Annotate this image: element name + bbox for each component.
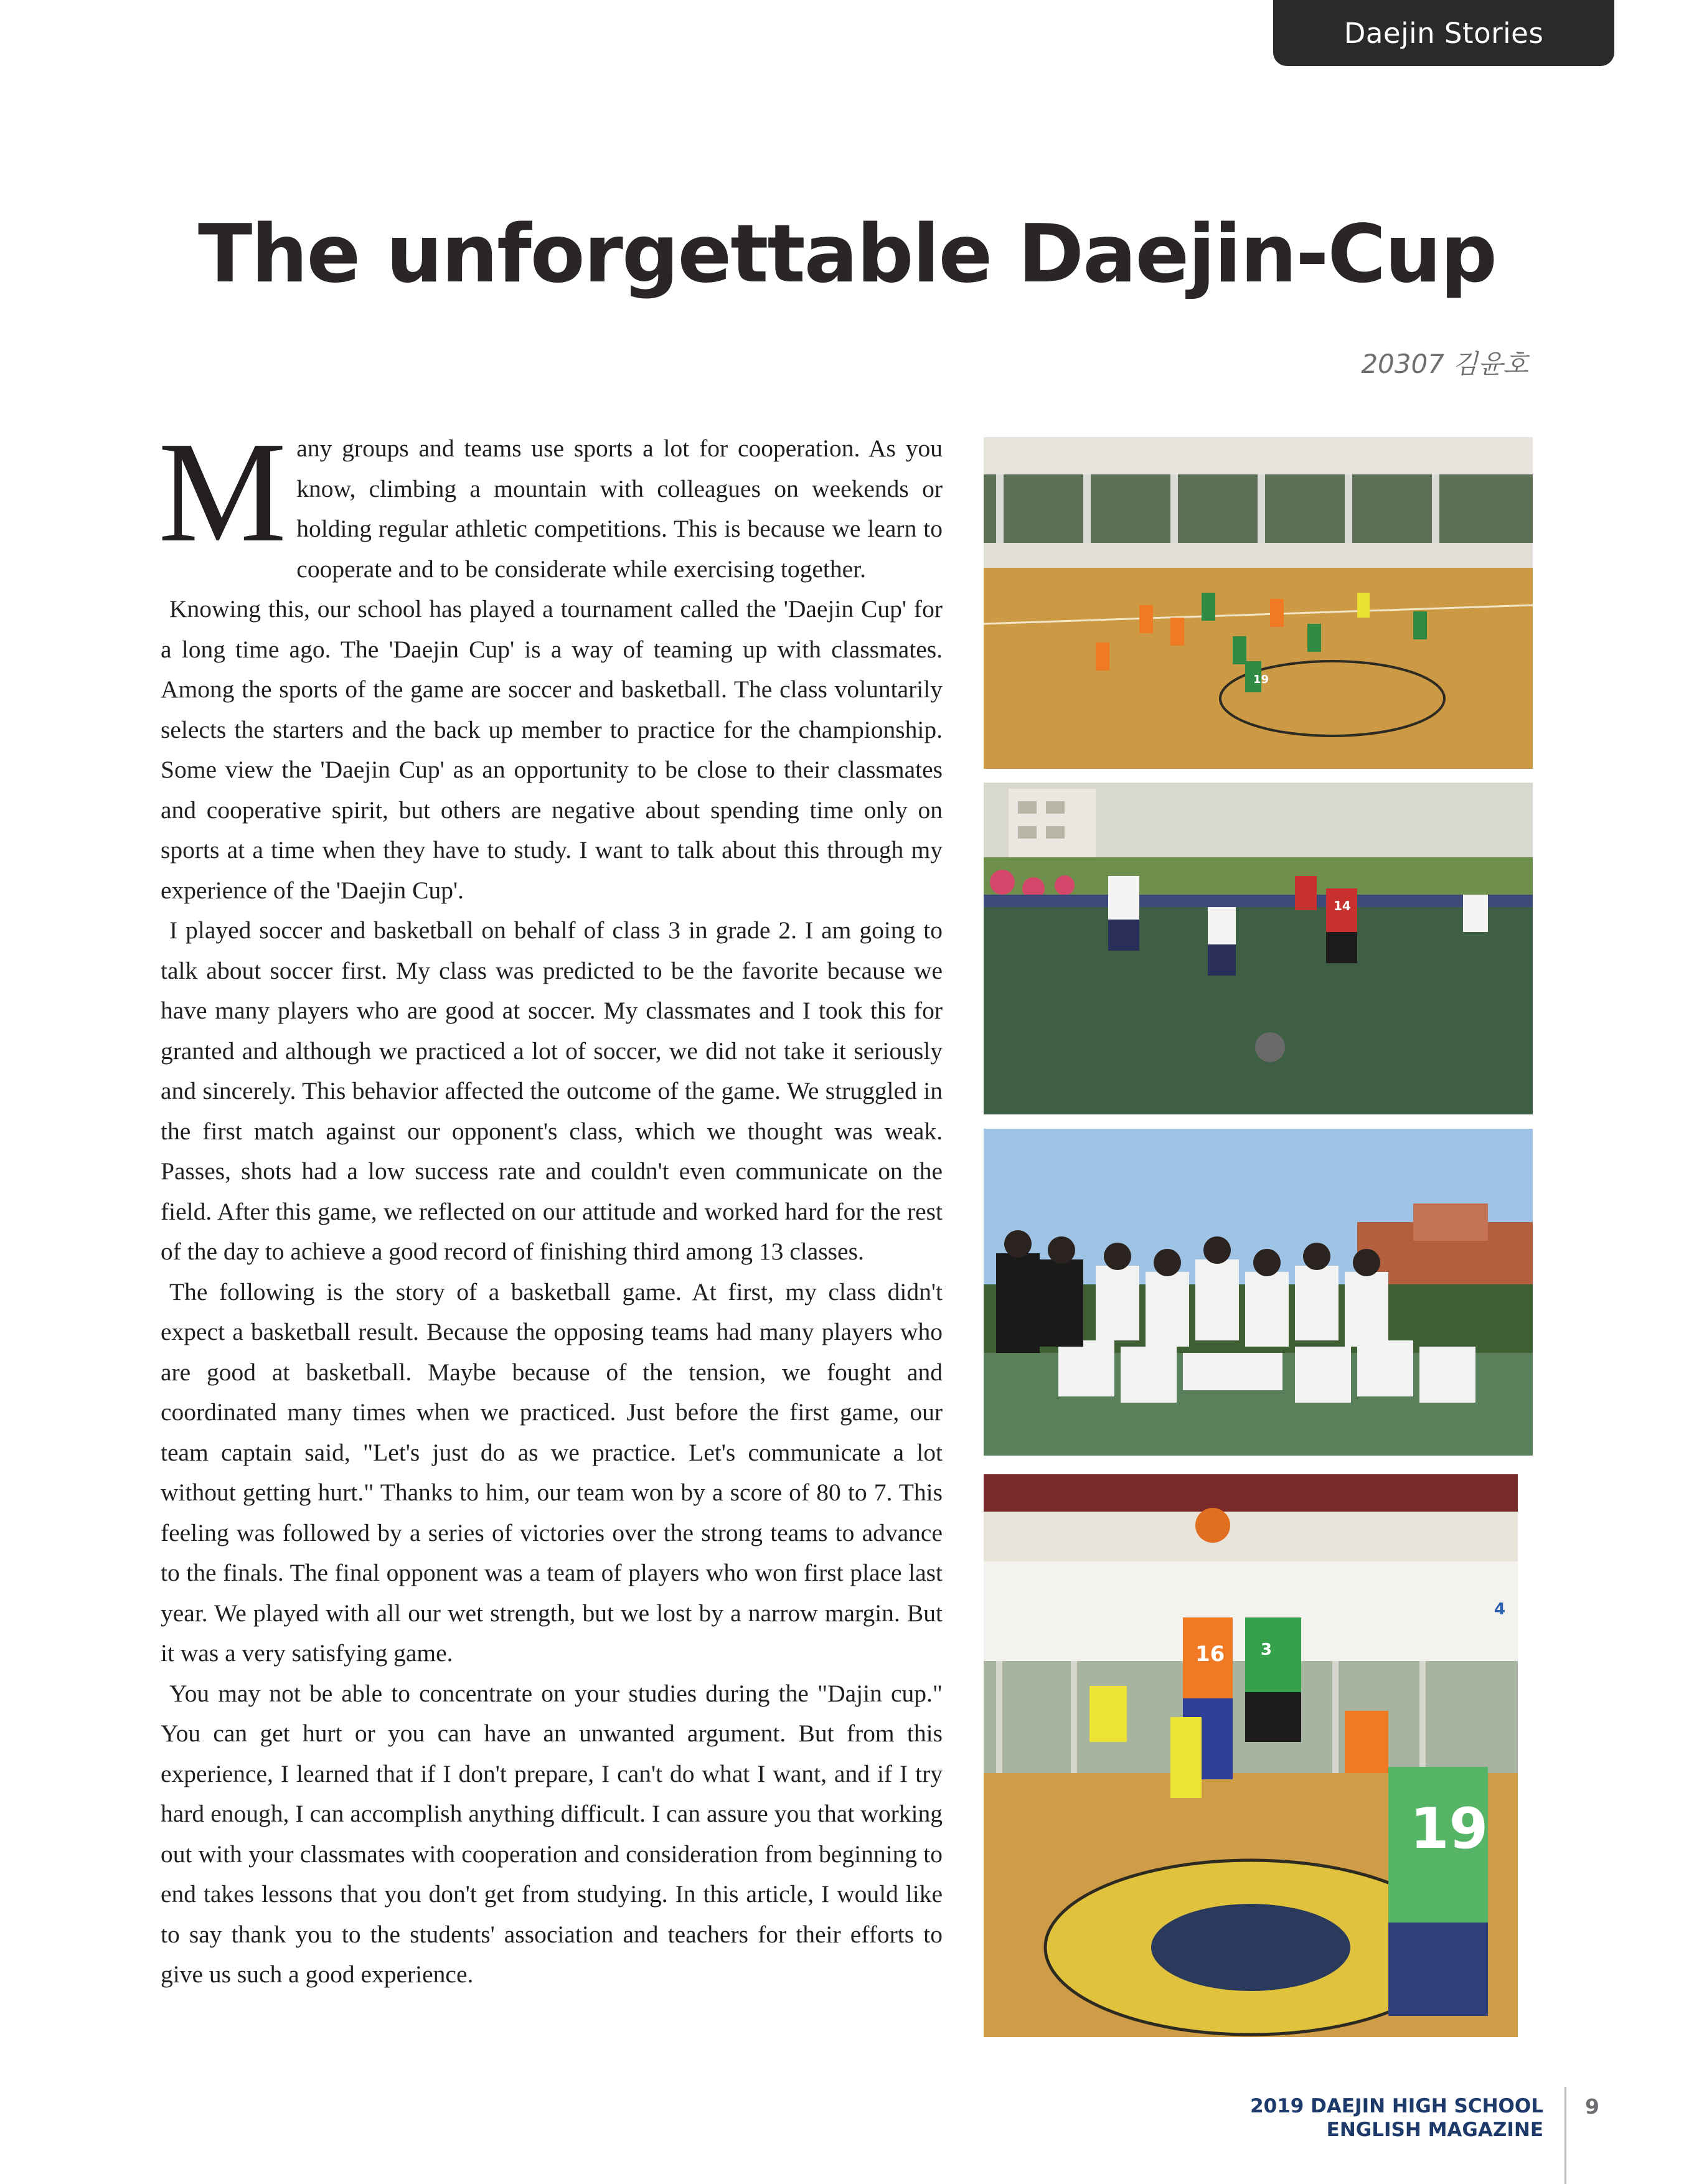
section-tab: Daejin Stories — [1273, 0, 1614, 66]
page-number: 9 — [1585, 2094, 1599, 2119]
jersey-number: 3 — [1261, 1640, 1273, 1659]
scoreboard-number: 4 — [1494, 1600, 1506, 1619]
footer-line-1: 2019 DAEJIN HIGH SCHOOL — [1250, 2095, 1543, 2117]
photo-basketball-jumpball — [984, 1474, 1518, 2037]
jersey-number: 19 — [1410, 1796, 1489, 1862]
jersey-number: 16 — [1195, 1642, 1225, 1667]
article-body — [158, 412, 943, 1995]
photo-gym-futsal — [984, 437, 1533, 769]
article-paragraph: Knowing this, our school has played a tournament called the 'Daejin Cup' for a long time ago. The 'Daejin Cup' is a way of teaming up with classmates. Among the sports of the game are soccer and basketball. The class voluntarily selects the starters and the back up member to practice for the championship. Some view the 'Daejin Cup' as an opportunity to be close to their classmates and cooperative spirit, but others are negative about spending time only on sports at a time when they have to study. I want to talk about this through my experience of the 'Daejin Cup'. — [161, 595, 943, 904]
article-paragraph: The following is the story of a basketball game. At first, my class didn't expect a basketball result. Because the opposing teams had many players who are good at basketball. Maybe because of the tension, we fought and coordinated many times when we practiced. Just before the first game, our team captain said, "Let's just do as we practice. Let's communicate a lot without getting hurt." Thanks to him, our team won by a score of 80 to 7. This feeling was followed by a series of victories over the strong teams to advance to the finals. The final opponent was a team of players who won first place last year. We played with all our wet strength, but we lost by a narrow margin. But it was a very satisfying game. — [161, 1278, 943, 1667]
footer-line-2: ENGLISH MAGAZINE — [1326, 2119, 1543, 2141]
article-paragraph: Many groups and teams use sports a lot for cooperation. As you know, climbing a mountain with colleagues on weekends or holding regular athletic competitions. This is because we learn to cooperate and to be considerate while exercising together. — [158, 412, 943, 583]
jersey-number: 14 — [1334, 898, 1351, 913]
footer-divider — [1565, 2087, 1566, 2184]
magazine-footer — [1170, 2094, 1543, 2142]
article-paragraph: I played soccer and basketball on behalf of class 3 in grade 2. I am going to talk about soccer first. My class was predicted to be the favorite because we have many players who are good at soccer. My classmates and I took this for granted and although we practiced a lot of soccer, we did not take it seriously and sincerely. This behavior affected the outcome of the game. We struggled in the first match against our opponent's class, which we thought was weak. Passes, shots had a low success rate and couldn't even communicate on the field. After this game, we reflected on our attitude and worked hard for the rest of the day to achieve a good record of finishing third among 13 classes. — [161, 916, 943, 1265]
jersey-number: 19 — [1253, 673, 1269, 686]
photo-team-group — [984, 1129, 1533, 1456]
drop-cap: M — [158, 412, 287, 572]
article-title: The unforgettable Daejin-Cup — [198, 208, 1496, 301]
photo-outdoor-soccer — [984, 783, 1533, 1114]
author-byline: 20307 김윤호 — [1361, 349, 1528, 379]
article-paragraph: You may not be able to concentrate on your studies during the "Dajin cup." You can get hurt or you can have an unwanted argument. But from this experience, I learned that if I don't prepare, I can't do what I want, and if I try hard enough, I can accomplish anything difficult. I can assure you that working out with your classmates with cooperation and consideration from beginning to end takes lessons that you don't get from studying. In this article, I would like to say thank you to the students' association and teachers for their efforts to give us such a good experience. — [161, 1679, 943, 1988]
